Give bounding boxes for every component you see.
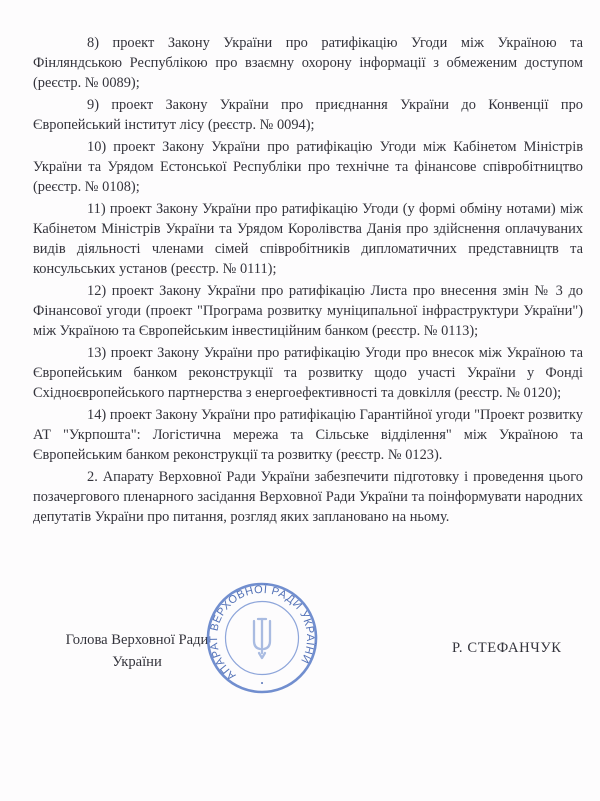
paragraph-item-13: 13) проект Закону України про ратифікацію Угоди про внесок між Україною та Європейським банком реконструкції та розвитку щодо участі України у Фонді Східноєвропейського партнерства з енергоефективності та довкілля (реєстр. № 0120);	[33, 345, 583, 401]
paragraph-item-8: 8) проект Закону України про ратифікацію Угоди між Україною та Фінляндською Республікою про взаємну охорону інформації з обмеженим доступом (реєстр. № 0089);	[33, 35, 583, 91]
paragraph-item-11: 11) проект Закону України про ратифікацію Угоди (у формі обміну нотами) між Кабінетом Міністрів України та Урядом Королівства Данія про здійснення оплачуваних видів діяльності членами сімей співробітників дипломатичних представництв та консульських установ (реєстр. № 0111);	[33, 201, 583, 277]
paragraph-item-14: 14) проект Закону України про ратифікацію Гарантійної угоди "Проект розвитку АТ "Укрпошта": Логістична мережа та Сільське відділення" між Україною та Європейським банком реконструкції та розвитку (реєстр. № 0123).	[33, 407, 583, 463]
tryzub-icon	[254, 619, 270, 658]
signature-name: Р. СТЕФАНЧУК	[452, 640, 562, 656]
signature-role	[52, 629, 222, 673]
paragraph-item-9: 9) проект Закону України про приєднання України до Конвенції про Європейський інститут лісу (реєстр. № 0094);	[33, 97, 583, 133]
signature-role-line2: України	[112, 654, 162, 670]
paragraph-item-12: 12) проект Закону України про ратифікацію Листа про внесення змін № 3 до Фінансової угоди (проект "Програма розвитку муніципальної інфраструктури України") між Україною та Європейським інвестиційним банком (реєстр. № 0113);	[33, 283, 583, 339]
paragraph-item-2: 2. Апарату Верховної Ради України забезпечити підготовку і проведення цього позачергового пленарного засідання Верховної Ради України та поінформувати народних депутатів України про питання, розгляд яких заплановано на ньому.	[33, 469, 583, 525]
seal-bottom-dot: •	[260, 679, 264, 688]
official-seal	[204, 580, 320, 696]
paragraph-item-10: 10) проект Закону України про ратифікацію Угоди між Кабінетом Міністрів України та Урядом Естонської Республіки про технічне та фінансове співробітництво (реєстр. № 0108);	[33, 139, 583, 195]
signature-role-line1: Голова Верховної Ради	[65, 632, 209, 648]
seal-ring-text: АПАРАТ ВЕРХОВНОЇ РАДИ УКРАЇНИ	[207, 583, 317, 682]
